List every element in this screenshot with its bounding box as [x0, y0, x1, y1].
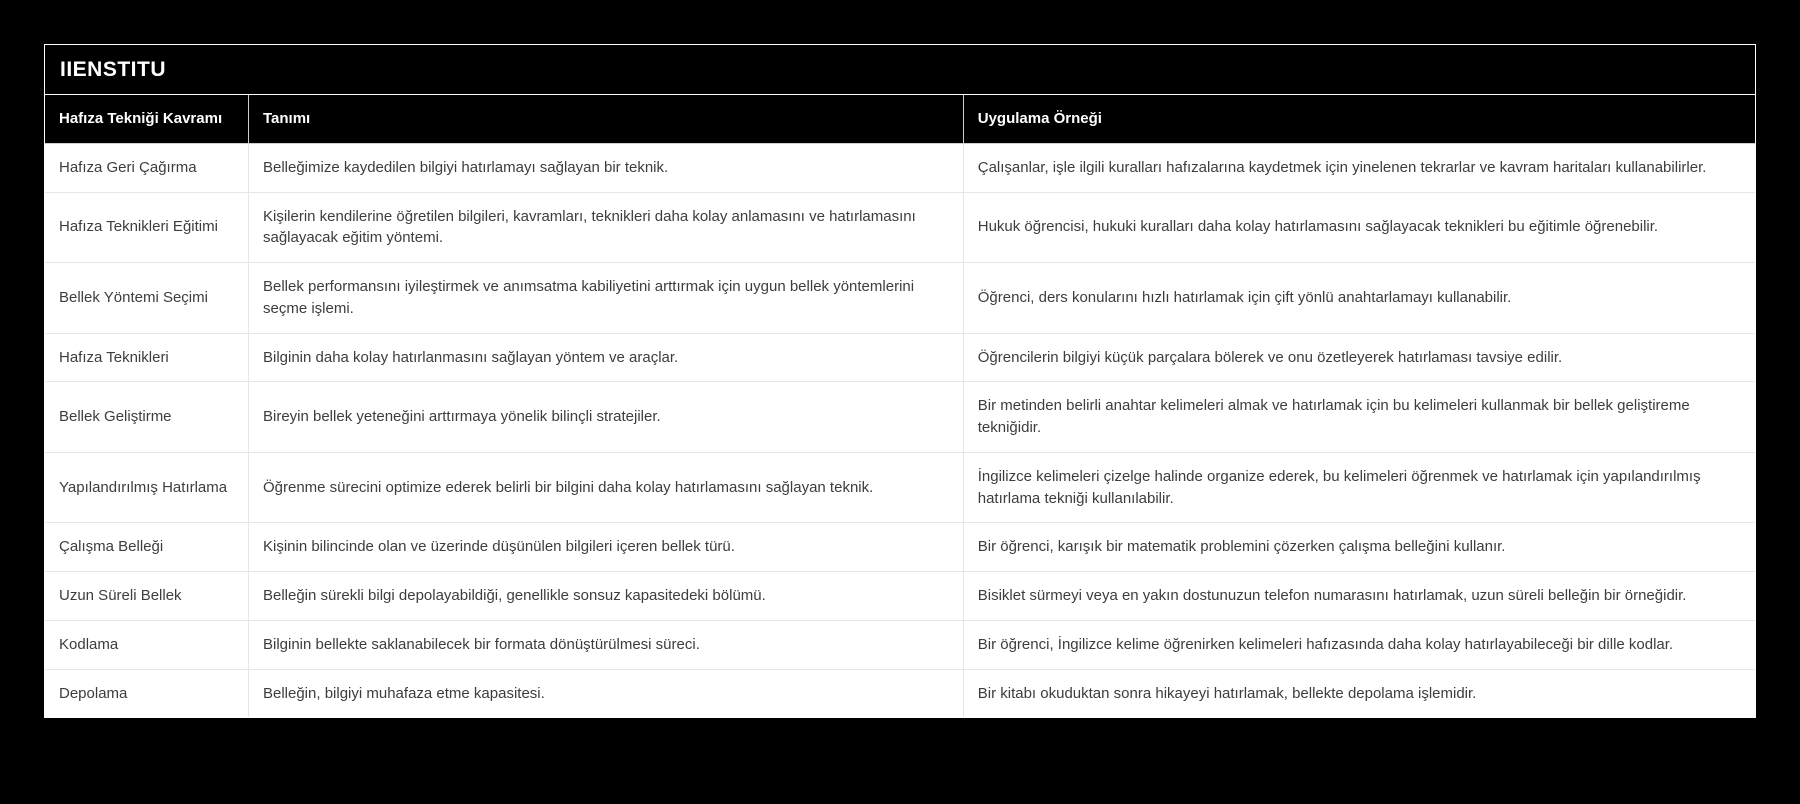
- column-header-definition: Tanımı: [248, 95, 963, 143]
- table-row: [45, 263, 1755, 334]
- cell-example: Hukuk öğrencisi, hukuki kuralları daha kolay hatırlamasını sağlayacak teknikleri bu eğitimle öğrenebilir.: [963, 192, 1755, 263]
- cell-concept: Hafıza Geri Çağırma: [45, 143, 248, 192]
- cell-concept: Kodlama: [45, 620, 248, 669]
- cell-definition: Bilginin daha kolay hatırlanmasını sağlayan yöntem ve araçlar.: [248, 333, 963, 382]
- table-row: [45, 192, 1755, 263]
- cell-definition: Bellek performansını iyileştirmek ve anımsatma kabiliyetini arttırmak için uygun bellek yöntemlerini seçme işlemi.: [248, 263, 963, 334]
- cell-example: Çalışanlar, işle ilgili kuralları hafızalarına kaydetmek için yinelenen tekrarlar ve kavram haritaları kullanabilirler.: [963, 143, 1755, 192]
- table-row: [45, 143, 1755, 192]
- table-row: [45, 382, 1755, 453]
- cell-example: Bir metinden belirli anahtar kelimeleri almak ve hatırlamak için bu kelimeleri kullanmak bir bellek geliştireme tekniğidir.: [963, 382, 1755, 453]
- cell-definition: Öğrenme sürecini optimize ederek belirli bir bilgini daha kolay hatırlamasını sağlayan teknik.: [248, 452, 963, 523]
- cell-definition: Bilginin bellekte saklanabilecek bir formata dönüştürülmesi süreci.: [248, 620, 963, 669]
- cell-definition: Kişinin bilincinde olan ve üzerinde düşünülen bilgileri içeren bellek türü.: [248, 523, 963, 572]
- cell-definition: Kişilerin kendilerine öğretilen bilgileri, kavramları, teknikleri daha kolay anlamasını ve hatırlamasını sağlayacak eğitim yöntemi.: [248, 192, 963, 263]
- brand-bar: [45, 45, 1755, 95]
- brand-title: IIENSTITU: [60, 57, 167, 81]
- cell-definition: Belleğimize kaydedilen bilgiyi hatırlamayı sağlayan bir teknik.: [248, 143, 963, 192]
- cell-concept: Bellek Geliştirme: [45, 382, 248, 453]
- table-body: [45, 143, 1755, 717]
- cell-definition: Belleğin, bilgiyi muhafaza etme kapasitesi.: [248, 669, 963, 717]
- column-header-example: Uygulama Örneği: [963, 95, 1755, 143]
- table-row: [45, 620, 1755, 669]
- cell-example: Öğrenci, ders konularını hızlı hatırlamak için çift yönlü anahtarlamayı kullanabilir.: [963, 263, 1755, 334]
- cell-example: İngilizce kelimeleri çizelge halinde organize ederek, bu kelimeleri öğrenmek ve hatırlamak için yapılandırılmış hatırlama tekniği kullanılabilir.: [963, 452, 1755, 523]
- cell-concept: Hafıza Teknikleri Eğitimi: [45, 192, 248, 263]
- cell-concept: Bellek Yöntemi Seçimi: [45, 263, 248, 334]
- cell-example: Bir kitabı okuduktan sonra hikayeyi hatırlamak, bellekte depolama işlemidir.: [963, 669, 1755, 717]
- table-header-row: [45, 95, 1755, 143]
- column-header-concept: Hafıza Tekniği Kavramı: [45, 95, 248, 143]
- table-row: [45, 572, 1755, 621]
- table-row: [45, 669, 1755, 717]
- cell-concept: Depolama: [45, 669, 248, 717]
- cell-definition: Bireyin bellek yeteneğini arttırmaya yönelik bilinçli stratejiler.: [248, 382, 963, 453]
- cell-concept: Çalışma Belleği: [45, 523, 248, 572]
- cell-example: Bisiklet sürmeyi veya en yakın dostunuzun telefon numarasını hatırlamak, uzun süreli belleğin bir örneğidir.: [963, 572, 1755, 621]
- memory-techniques-table: [45, 95, 1755, 717]
- cell-example: Öğrencilerin bilgiyi küçük parçalara bölerek ve onu özetleyerek hatırlaması tavsiye edilir.: [963, 333, 1755, 382]
- cell-concept: Yapılandırılmış Hatırlama: [45, 452, 248, 523]
- cell-definition: Belleğin sürekli bilgi depolayabildiği, genellikle sonsuz kapasitedeki bölümü.: [248, 572, 963, 621]
- cell-concept: Hafıza Teknikleri: [45, 333, 248, 382]
- cell-example: Bir öğrenci, karışık bir matematik problemini çözerken çalışma belleğini kullanır.: [963, 523, 1755, 572]
- cell-concept: Uzun Süreli Bellek: [45, 572, 248, 621]
- table-row: [45, 452, 1755, 523]
- content-card: [44, 44, 1756, 718]
- table-header: [45, 95, 1755, 143]
- table-row: [45, 523, 1755, 572]
- table-row: [45, 333, 1755, 382]
- cell-example: Bir öğrenci, İngilizce kelime öğrenirken kelimeleri hafızasında daha kolay hatırlayabileceği bir dille kodlar.: [963, 620, 1755, 669]
